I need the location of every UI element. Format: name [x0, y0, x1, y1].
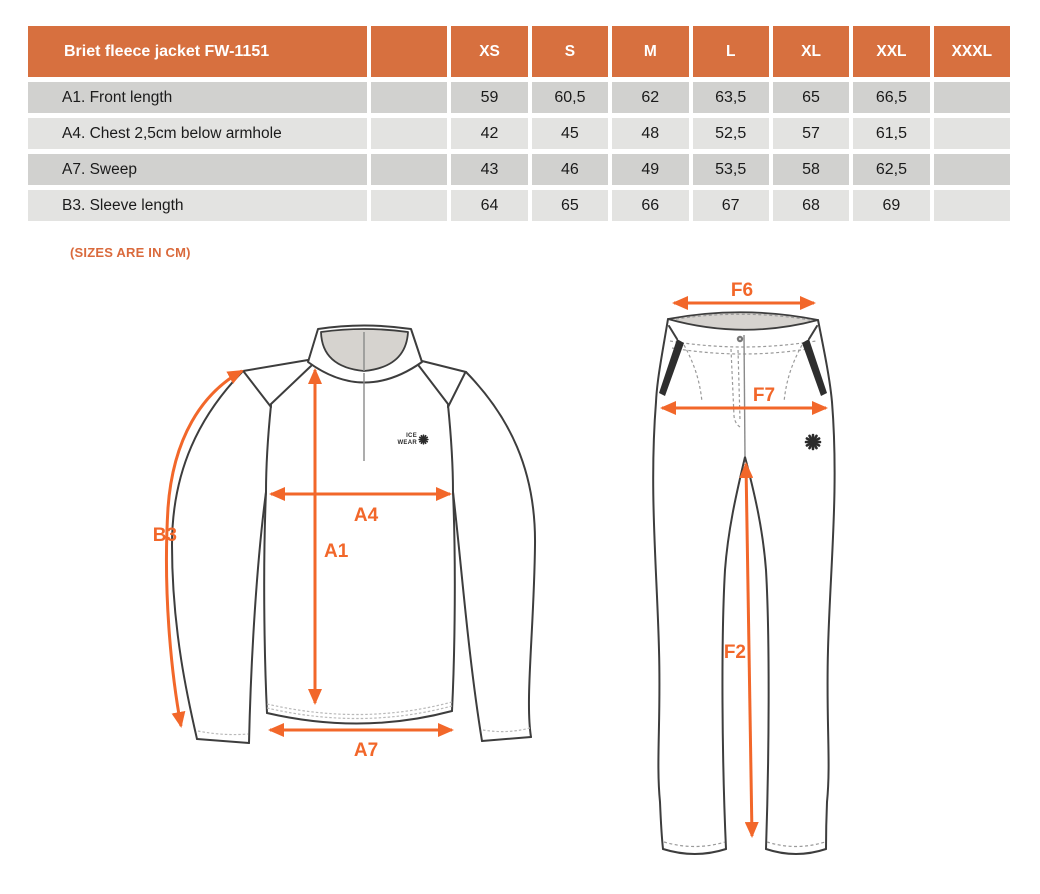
- size-value-cell: 42: [451, 118, 527, 149]
- size-value-cell: [934, 118, 1010, 149]
- size-value-cell: 69: [853, 190, 929, 221]
- size-value-cell: 65: [773, 82, 849, 113]
- right-underarm-seam: [448, 405, 453, 492]
- size-value-cell: 66,5: [853, 82, 929, 113]
- measurement-label: A4. Chest 2,5cm below armhole: [28, 118, 367, 149]
- left-shoulder-line: [243, 360, 308, 371]
- size-value-cell: 64: [451, 190, 527, 221]
- size-value-cell: 62,5: [853, 154, 929, 185]
- size-value-cell: 63,5: [693, 82, 769, 113]
- f2-arrow: [746, 464, 752, 836]
- size-value-cell: 57: [773, 118, 849, 149]
- right-hem-stitch: [767, 842, 825, 847]
- size-value-cell: 62: [612, 82, 688, 113]
- size-value-cell: 49: [612, 154, 688, 185]
- f2-label: F2: [723, 642, 746, 663]
- measurement-label: B3. Sleeve length: [28, 190, 367, 221]
- waist-button-center: [739, 338, 741, 340]
- size-value-cell: 65: [532, 190, 608, 221]
- icewear-logo: [397, 433, 427, 446]
- size-value-cell: 67: [693, 190, 769, 221]
- left-pocket-corner: [669, 326, 677, 339]
- right-sleeve-inner: [453, 492, 482, 741]
- size-value-cell: 43: [451, 154, 527, 185]
- size-value-cell: [934, 190, 1010, 221]
- size-value-cell: 66: [612, 190, 688, 221]
- size-value-cell: [934, 82, 1010, 113]
- size-value-cell: 53,5: [693, 154, 769, 185]
- size-header-s: S: [532, 26, 608, 77]
- jacket-drawing: [153, 326, 535, 762]
- size-header-xl: XL: [773, 26, 849, 77]
- a1-label: A1: [324, 541, 349, 562]
- size-value-cell: 59: [451, 82, 527, 113]
- logo-text-ice: ICE: [406, 433, 417, 439]
- left-cuff-stitch: [198, 731, 248, 735]
- b3-label: B3: [152, 525, 177, 546]
- right-shoulder-line: [422, 361, 466, 372]
- right-sleeve-outer: [466, 372, 535, 737]
- size-header-xxxl: XXXL: [934, 26, 1010, 77]
- measurement-label: A7. Sweep: [28, 154, 367, 185]
- snowflake-icon: [806, 435, 820, 449]
- size-header-l: L: [693, 26, 769, 77]
- a7-label: A7: [353, 740, 379, 761]
- size-value-cell: [934, 154, 1010, 185]
- size-value-cell: 45: [532, 118, 608, 149]
- header-spacer-cell: [371, 26, 447, 77]
- center-front-seam: [744, 335, 745, 457]
- right-raglan-seam: [419, 366, 448, 404]
- left-cuff: [197, 739, 249, 743]
- f7-label: F7: [752, 385, 776, 406]
- row-spacer-cell: [371, 190, 447, 221]
- right-leg-hem: [766, 849, 826, 854]
- left-panel-seam: [244, 372, 271, 407]
- left-underarm-seam: [266, 405, 271, 492]
- table-title: Briet fleece jacket FW-1151: [28, 26, 367, 77]
- left-hem-stitch: [664, 842, 725, 847]
- row-spacer-cell: [371, 154, 447, 185]
- size-value-cell: 68: [773, 190, 849, 221]
- left-leg-hem: [663, 849, 726, 854]
- right-pocket-corner: [809, 326, 817, 339]
- waistband-stitch: [670, 341, 816, 347]
- pants-left-outer: [653, 319, 668, 849]
- right-panel-seam: [448, 373, 465, 407]
- size-value-cell: 46: [532, 154, 608, 185]
- right-cuff: [482, 737, 531, 741]
- size-value-cell: 58: [773, 154, 849, 185]
- row-spacer-cell: [371, 82, 447, 113]
- size-value-cell: 48: [612, 118, 688, 149]
- f6-label: F6: [730, 280, 754, 301]
- snowflake-icon: [419, 435, 428, 444]
- logo-text-wear: WEAR: [397, 440, 417, 446]
- a4-label: A4: [353, 505, 379, 526]
- left-sleeve-outer: [172, 371, 243, 739]
- size-value-cell: 60,5: [532, 82, 608, 113]
- right-pocket-bag-stitch: [784, 345, 802, 402]
- body-right-edge: [452, 492, 455, 711]
- garment-drawings: [0, 270, 1040, 894]
- left-raglan-seam: [271, 366, 311, 404]
- size-header-m: M: [612, 26, 688, 77]
- left-pocket-bag-stitch: [684, 345, 702, 402]
- size-value-cell: 52,5: [693, 118, 769, 149]
- size-table: [28, 26, 1010, 221]
- waist-opening: [668, 312, 818, 330]
- size-header-xxl: XXL: [853, 26, 929, 77]
- size-header-xs: XS: [451, 26, 527, 77]
- pants-drawing: [653, 280, 834, 854]
- body-left-edge: [264, 492, 267, 713]
- size-value-cell: 61,5: [853, 118, 929, 149]
- right-cuff-stitch: [483, 728, 530, 732]
- b3-arrow: [166, 371, 242, 726]
- measurement-label: A1. Front length: [28, 82, 367, 113]
- pants-right-outer: [818, 320, 835, 849]
- units-caption: (SIZES ARE IN CM): [70, 245, 191, 260]
- row-spacer-cell: [371, 118, 447, 149]
- waistband-stitch: [672, 348, 814, 354]
